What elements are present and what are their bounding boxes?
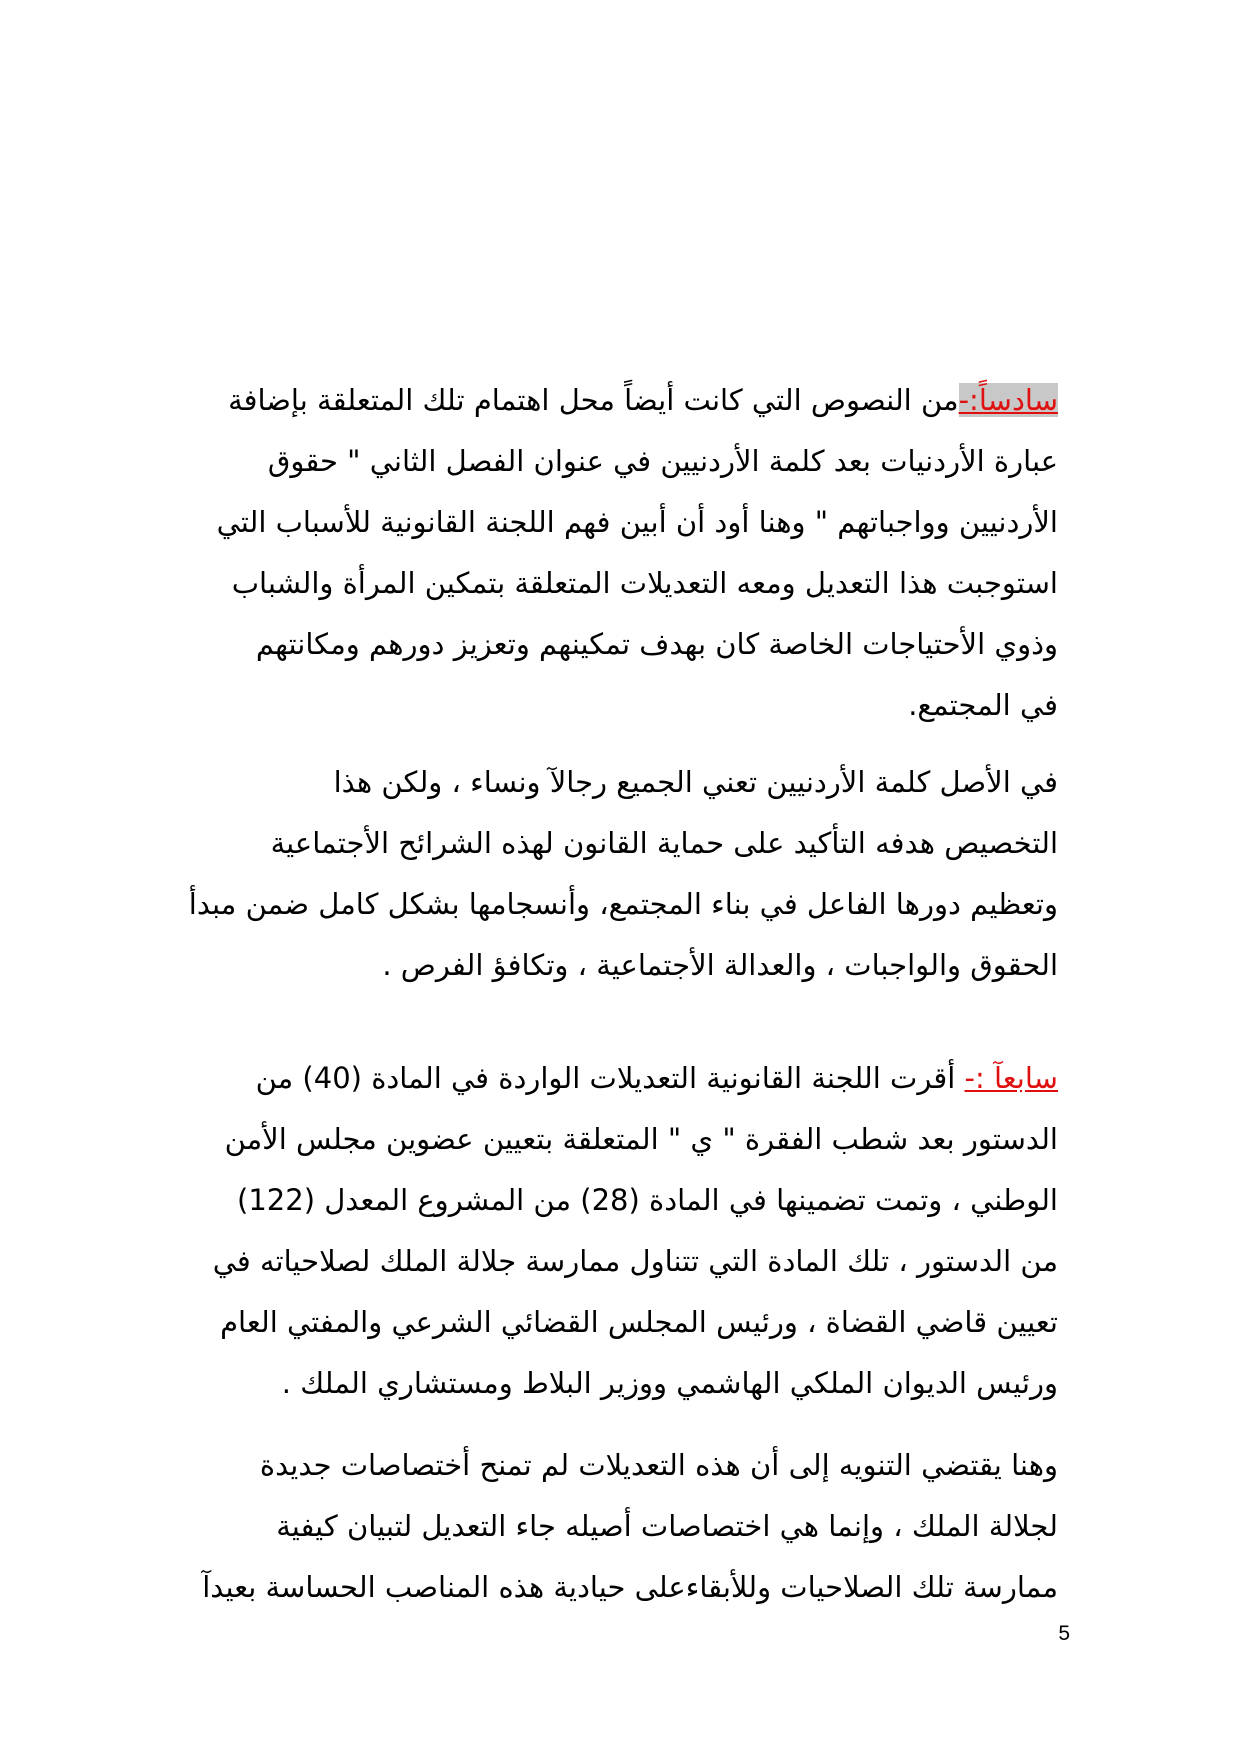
paragraph-line xyxy=(188,1048,1058,1109)
paragraph-sixth xyxy=(188,370,1058,736)
paragraph-jordanians xyxy=(188,752,1058,996)
page-number: 5 xyxy=(1058,1622,1070,1645)
paragraph-line: في الأصل كلمة الأردنيين تعني الجميع رجالآ ونساء ، ولكن هذا xyxy=(333,765,1058,799)
paragraph-line: الدستور بعد شطب الفقرة " ي " المتعلقة بتعيين عضوين مجلس الأمن xyxy=(224,1122,1058,1156)
paragraph-line: في المجتمع. xyxy=(908,688,1058,722)
paragraph-line: وهنا يقتضي التنويه إلى أن هذه التعديلات لم تمنح أختصاصات جديدة xyxy=(259,1448,1058,1482)
paragraph-line: الحقوق والواجبات ، والعدالة الأجتماعية ، وتكافؤ الفرص . xyxy=(382,948,1058,982)
paragraph-line: ورئيس الديوان الملكي الهاشمي ووزير البلاط ومستشاري الملك . xyxy=(281,1366,1058,1400)
line-text: من النصوص التي كانت أيضاً محل اهتمام تلك المتعلقة بإضافة xyxy=(228,383,959,417)
section-marker-sixth: سادساً:- xyxy=(958,383,1058,417)
paragraph-line: الوطني ، وتمت تضمينها في المادة (28) من المشروع المعدل (122) xyxy=(237,1183,1058,1217)
paragraph-line: وتعظيم دورها الفاعل في بناء المجتمع، وأنسجامها بشكل كامل ضمن مبدأ xyxy=(188,887,1058,921)
paragraph-line: عبارة الأردنيات بعد كلمة الأردنيين في عنوان الفصل الثاني " حقوق xyxy=(267,444,1058,478)
paragraph-line: من الدستور ، تلك المادة التي تتناول ممارسة جلالة الملك لصلاحياته في xyxy=(212,1244,1058,1278)
paragraph-line: الأردنيين وواجباتهم " وهنا أود أن أبين فهم اللجنة القانونية للأسباب التي xyxy=(216,505,1058,539)
paragraph-line: لجلالة الملك ، وإنما هي اختصاصات أصيله جاء التعديل لتبيان كيفية xyxy=(276,1509,1058,1543)
paragraph-line xyxy=(188,370,1058,431)
paragraph-line: تعيين قاضي القضاة ، ورئيس المجلس القضائي الشرعي والمفتي العام xyxy=(220,1305,1058,1339)
section-marker-seventh: سابعآ :- xyxy=(964,1061,1058,1095)
line-text: أقرت اللجنة القانونية التعديلات الواردة في المادة (40) من xyxy=(255,1061,965,1095)
paragraph-line: وذوي الأحتياجات الخاصة كان بهدف تمكينهم وتعزيز دورهم ومكانتهم xyxy=(255,627,1058,661)
paragraph-line: استوجبت هذا التعديل ومعه التعديلات المتعلقة بتمكين المرأة والشباب xyxy=(231,566,1058,600)
paragraph-line: ممارسة تلك الصلاحيات وللأبقاءعلى حيادية هذه المناصب الحساسة بعيدآ xyxy=(202,1570,1058,1604)
paragraph-note xyxy=(188,1435,1058,1618)
paragraph-line: التخصيص هدفه التأكيد على حماية القانون لهذه الشرائح الأجتماعية xyxy=(270,826,1058,860)
paragraph-seventh xyxy=(188,1048,1058,1414)
